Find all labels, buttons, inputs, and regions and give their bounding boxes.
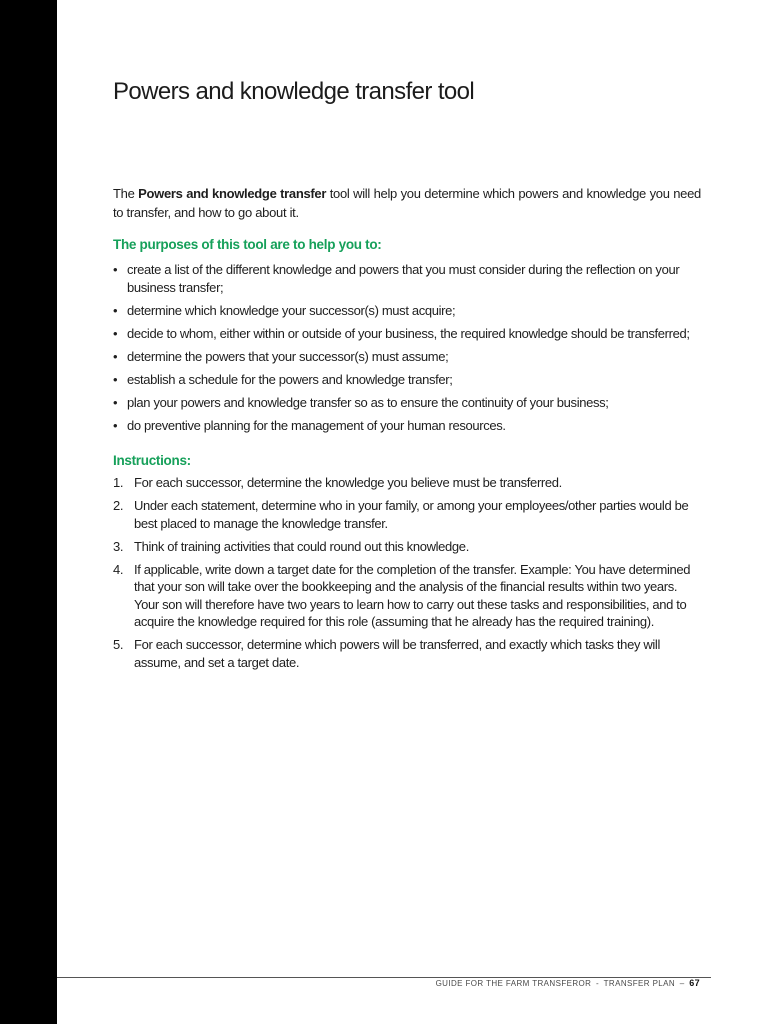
list-item: [113, 636, 703, 671]
page-footer: [436, 978, 700, 988]
bullet-icon: •: [113, 302, 118, 318]
intro-tool-name: Powers and knowledge transfer: [138, 186, 327, 201]
step-text: For each successor, determine which powers will be transferred, and exactly which tasks they will assume, and set a target date.: [134, 637, 661, 670]
list-item-text: establish a schedule for the powers and knowledge transfer;: [127, 371, 453, 387]
list-item: [113, 538, 703, 556]
step-text: For each successor, determine the knowledge you believe must be transferred.: [134, 475, 562, 490]
page-number: 67: [689, 978, 700, 988]
list-item: [113, 261, 713, 296]
left-margin-bar: [0, 0, 57, 1024]
list-item-text: determine the powers that your successor(s) must assume;: [127, 348, 449, 364]
page-title: Powers and knowledge transfer tool: [113, 78, 475, 105]
step-text: Under each statement, determine who in your family, or among your employees/other parties would be best placed to manage the knowledge transfer.: [134, 498, 689, 531]
list-item: [113, 348, 713, 366]
instructions-heading: Instructions:: [113, 453, 191, 468]
instructions-list: [113, 474, 703, 677]
step-number: 2.: [113, 498, 124, 513]
step-number: 5.: [113, 637, 124, 652]
list-item: [113, 325, 713, 343]
footer-separator: –: [677, 979, 688, 988]
list-item-text: do preventive planning for the management of your human resources.: [127, 417, 506, 433]
list-item-text: decide to whom, either within or outside of your business, the required knowledge should be transferred;: [127, 325, 690, 341]
bullet-icon: •: [113, 371, 118, 387]
step-number: 4.: [113, 561, 124, 577]
list-item: [113, 417, 713, 435]
list-item: [113, 561, 703, 631]
step-text: Think of training activities that could round out this knowledge.: [134, 538, 469, 554]
intro-paragraph: [113, 184, 701, 222]
step-number: 3.: [113, 538, 124, 554]
purposes-list: [113, 261, 713, 440]
bullet-icon: •: [113, 325, 118, 341]
bullet-icon: •: [113, 262, 118, 277]
bullet-icon: •: [113, 394, 118, 410]
bullet-icon: •: [113, 348, 118, 364]
list-item: [113, 302, 713, 320]
list-item-text: plan your powers and knowledge transfer so as to ensure the continuity of your business;: [127, 394, 609, 410]
intro-suffix: tool will help you determine which powers and knowledge you need to transfer, and how to go about it.: [113, 186, 701, 220]
step-text: If applicable, write down a target date for the completion of the transfer. Example: You have determined that your son will take over the bookkeeping and the analysis of the financial results within two years. Your son will therefore have two years to learn how to carry out these tasks and responsibilities, and to acquire the knowledge required for this role (assuming that he already has the required training).: [134, 561, 691, 629]
list-item: [113, 497, 703, 532]
footer-guide-title: GUIDE FOR THE FARM TRANSFEROR: [435, 979, 592, 988]
purposes-heading: The purposes of this tool are to help you to:: [113, 237, 382, 252]
bullet-icon: •: [113, 417, 118, 433]
intro-prefix: The: [113, 186, 139, 201]
list-item: [113, 371, 713, 389]
list-item-text: create a list of the different knowledge and powers that you must consider during the reflection on your business transfer;: [127, 262, 680, 295]
list-item-text: determine which knowledge your successor(s) must acquire;: [127, 302, 456, 318]
list-item: [113, 474, 703, 492]
step-number: 1.: [113, 475, 124, 490]
footer-separator: -: [593, 979, 602, 988]
list-item: [113, 394, 713, 412]
footer-section: TRANSFER PLAN: [603, 979, 676, 988]
